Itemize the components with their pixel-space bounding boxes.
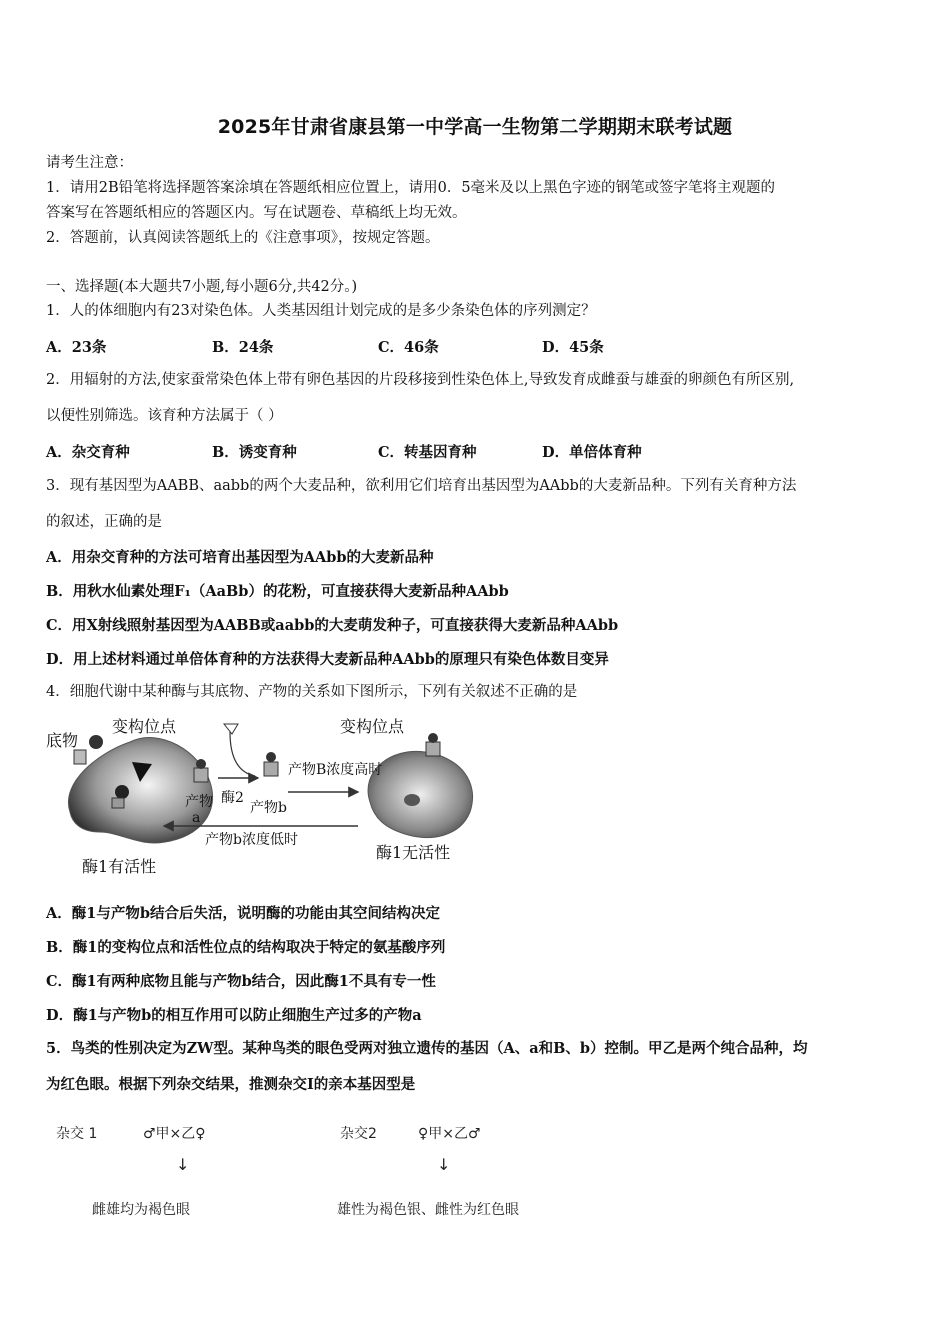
label-enzyme2: 酶2: [221, 790, 244, 806]
bound-ball: [115, 785, 129, 799]
q4-option-c[interactable]: C．酶1有两种底物且能与产物b结合，因此酶1不具有专一性: [46, 973, 436, 990]
label-inactive: 酶1无活性: [376, 843, 451, 862]
q1-option-b[interactable]: B．24条: [212, 339, 274, 356]
q1-option-d[interactable]: D．45条: [542, 339, 604, 356]
cross1-result: 雌雄均为褐色眼: [92, 1202, 190, 1218]
label-allosteric-1: 变构位点: [112, 717, 177, 736]
cross1-parents: ♂甲×乙♀: [143, 1126, 206, 1142]
cross1-label: 杂交 1: [56, 1126, 98, 1142]
q5-stem-line-1: 5．鸟类的性别决定为ZW型。某种鸟类的眼色受两对独立遗传的基因（A、a和B、b）控制。甲乙是两个纯合品种，均: [46, 1040, 808, 1057]
enzyme1-active-shape: [68, 738, 212, 844]
q2-option-c[interactable]: C．转基因育种: [378, 444, 477, 461]
product-b-cube: [264, 762, 278, 776]
q2-stem-line-2: 以便性别筛选。该育种方法属于（ ）: [46, 408, 283, 424]
label-allosteric-2: 变构位点: [340, 717, 405, 736]
substrate-cube: [74, 750, 86, 764]
label-product-a-letter: a: [192, 810, 201, 826]
q2-option-b[interactable]: B．诱变育种: [212, 444, 297, 461]
cross1-arrow-icon: ↓: [176, 1155, 190, 1174]
notice-line-1: 1．请用2B铅笔将选择题答案涂填在答题纸相应位置上，请用0．5毫米及以上黑色字迹的钢笔或签字笔将主观题的: [46, 180, 776, 196]
q3-stem-line-1: 3．现有基因型为AABB、aabb的两个大麦品种，欲利用它们培育出基因型为AAbb的大麦新品种。下列有关育种方法: [46, 478, 797, 494]
product-b-ball: [266, 752, 276, 762]
label-product-b: 产物b: [250, 800, 287, 816]
page-title: 2025年甘肃省康县第一中学高一生物第二学期期末联考试题: [217, 116, 733, 138]
product-a-ball: [196, 759, 206, 769]
section-heading: 一、选择题(本大题共7小题,每小题6分,共42分。): [46, 279, 358, 295]
label-active: 酶1有活性: [82, 857, 157, 876]
notice-line-3: 2．答题前，认真阅读答题纸上的《注意事项》，按规定答题。: [46, 230, 440, 246]
q4-option-a[interactable]: A．酶1与产物b结合后失活，说明酶的功能由其空间结构决定: [46, 905, 440, 922]
product-a-cube: [194, 768, 208, 782]
enzyme-regulation-diagram: [40, 712, 530, 878]
bound-cube: [112, 798, 124, 808]
q4-option-b[interactable]: B．酶1的变构位点和活性位点的结构取决于特定的氨基酸序列: [46, 939, 446, 956]
q2-option-d[interactable]: D．单倍体育种: [542, 444, 642, 461]
q3-stem-line-2: 的叙述，正确的是: [46, 514, 162, 530]
label-high-concentration: 产物B浓度高时: [288, 762, 383, 778]
q2-stem-line-1: 2．用辐射的方法,使家蚕常染色体上带有卵色基因的片段移接到性染色体上,导致发育成雌蚕与雄蚕的卵颜色有所区别,: [46, 372, 795, 388]
label-product-a: 产物: [185, 794, 213, 810]
q5-stem-line-2: 为红色眼。根据下列杂交结果，推测杂交I的亲本基因型是: [46, 1076, 416, 1093]
enzyme2-shape: [224, 724, 238, 734]
substrate-ball: [89, 735, 103, 749]
cross2-result: 雄性为褐色银、雌性为红色眼: [337, 1202, 519, 1218]
q3-option-a[interactable]: A．用杂交育种的方法可培育出基因型为AAbb的大麦新品种: [46, 549, 434, 566]
enzyme1-inactive-shape: [368, 751, 473, 837]
notice-heading: 请考生注意：: [46, 155, 133, 171]
q4-option-d[interactable]: D．酶1与产物b的相互作用可以防止细胞生产过多的产物a: [46, 1007, 422, 1024]
q3-option-d[interactable]: D．用上述材料通过单倍体育种的方法获得大麦新品种AAbb的原理只有染色体数目变异: [46, 651, 609, 668]
allosteric-product-ball: [428, 733, 438, 743]
cross2-arrow-icon: ↓: [437, 1155, 451, 1174]
q3-option-b[interactable]: B．用秋水仙素处理F₁（AaBb）的花粉，可直接获得大麦新品种AAbb: [46, 583, 509, 600]
inactive-site: [404, 794, 420, 806]
cross2-label: 杂交2: [340, 1126, 377, 1142]
label-substrate: 底物: [46, 731, 79, 750]
cross2-parents: ♀甲×乙♂: [418, 1126, 481, 1142]
label-low-concentration: 产物b浓度低时: [205, 832, 298, 848]
q1-option-c[interactable]: C．46条: [378, 339, 439, 356]
notice-line-2: 答案写在答题纸相应的答题区内。写在试题卷、草稿纸上均无效。: [46, 205, 467, 221]
q4-stem: 4．细胞代谢中某种酶与其底物、产物的关系如下图所示，下列有关叙述不正确的是: [46, 684, 578, 700]
q2-option-a[interactable]: A．杂交育种: [46, 444, 130, 461]
q1-stem: 1．人的体细胞内有23对染色体。人类基因组计划完成的是多少条染色体的序列测定？: [46, 303, 596, 319]
q1-option-a[interactable]: A．23条: [46, 339, 107, 356]
q3-option-c[interactable]: C．用X射线照射基因型为AABB或aabb的大麦萌发种子，可直接获得大麦新品种AAbb: [46, 617, 619, 634]
allosteric-product-cube: [426, 742, 440, 756]
